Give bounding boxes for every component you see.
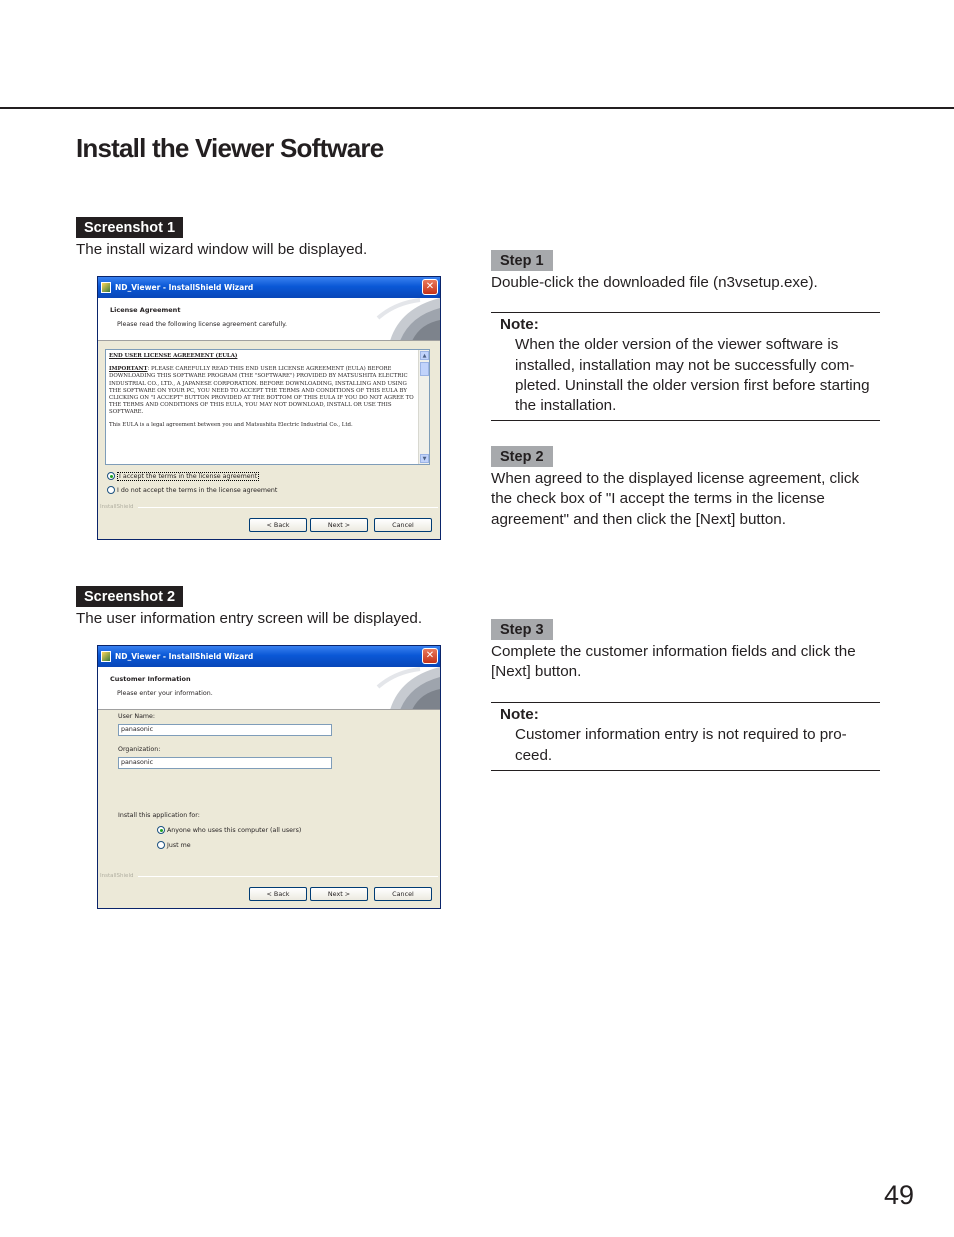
step-1-tag: Step 1: [491, 250, 553, 271]
eula-body-text: : PLEASE CAREFULLY READ THIS END USER LICENSE AGREEMENT (EULA) BEFORE DOWNLOADING THIS SOFTWARE PROGRAM (THE "SOFTWARE") PROVIDED BY MATSUSHITA ELECTRIC INDUSTRIAL CO., LTD., A JAPANESE CORPORATION. BEFORE DOWNLOADING, INSTALLING AND USING THE SOFTWARE ON YOUR PC, YOU NEED TO ACCEPT THE TERMS AND CONDITIONS OF THIS EULA BY CLICKING ON "I ACCEPT" BUTTON PROVIDED AT THE BOTTOM OF THIS EULA IF YOU DO NOT AGREE TO THE TERMS AND CONDITIONS OF THIS EULA, YOU MAY NOT DOWNLOAD, INSTALL OR USE THIS SOFTWARE.: [109, 366, 414, 416]
decline-radio[interactable]: [107, 486, 277, 496]
note-line: pleted. Uninstall the older version first before starting: [515, 376, 870, 394]
note-line: the installation.: [515, 397, 617, 415]
dialog-header-subtitle: Please read the following license agreement carefully.: [117, 321, 287, 328]
wizard-art-icon: [370, 667, 440, 710]
eula-footer: This EULA is a legal agreement between you and Matsushita Electric Industrial Co., Ltd.: [109, 421, 353, 428]
text-line: [Next] button.: [491, 663, 582, 681]
radio-unselected-icon[interactable]: [157, 841, 165, 849]
back-button[interactable]: < Back: [249, 518, 307, 532]
dialog-title: ND_Viewer - InstallShield Wizard: [115, 283, 254, 292]
screenshot-1-caption: The install wizard window will be displayed.: [76, 241, 368, 258]
note-title: Note:: [500, 316, 539, 333]
accept-radio-label: I accept the terms in the license agreement: [119, 473, 258, 480]
text-line: When agreed to the displayed license agreement, click: [491, 470, 860, 487]
dialog-title-bar: [98, 277, 440, 298]
note-line: Customer information entry is not required to pro-: [515, 726, 847, 744]
close-icon[interactable]: ✕: [422, 279, 438, 295]
all-users-radio[interactable]: [157, 826, 301, 836]
page-title: Install the Viewer Software: [76, 133, 384, 163]
dialog-header-title: Customer Information: [110, 675, 191, 683]
decline-radio-label: I do not accept the terms in the license agreement: [117, 487, 278, 494]
text-line: the check box of "I accept the terms in the license: [491, 490, 825, 508]
step-3-tag: Step 3: [491, 619, 553, 640]
radio-selected-icon[interactable]: [107, 472, 115, 480]
eula-body: [109, 366, 415, 416]
license-text-box[interactable]: [105, 349, 430, 465]
dialog-header: [98, 298, 440, 341]
customer-information-dialog: [97, 645, 441, 909]
license-scrollbar[interactable]: [418, 350, 429, 464]
organization-label: Organization:: [118, 746, 161, 753]
wizard-art-icon: [370, 298, 440, 341]
installshield-brand: InstallShield: [100, 504, 134, 510]
note-line: installed, installation may not be successfully com-: [515, 356, 855, 374]
dialog-header-subtitle: Please enter your information.: [117, 690, 213, 697]
step-1-text: Double-click the downloaded file (n3vsetup.exe).: [491, 274, 818, 291]
eula-important: IMPORTANT: [109, 366, 148, 373]
scroll-thumb[interactable]: [420, 362, 429, 376]
user-name-label: User Name:: [118, 713, 156, 720]
step-1-note: [491, 312, 880, 421]
back-button[interactable]: < Back: [249, 887, 307, 901]
note-title: Note:: [500, 706, 539, 723]
dialog-header-title: License Agreement: [110, 306, 181, 314]
just-me-radio[interactable]: [157, 841, 191, 851]
note-line: ceed.: [515, 746, 553, 764]
screenshot-2-caption: The user information entry screen will be displayed.: [76, 610, 423, 627]
organization-input[interactable]: panasonic: [118, 757, 332, 769]
screenshot-2-tag: Screenshot 2: [76, 586, 183, 607]
note-line: When the older version of the viewer software is: [515, 336, 839, 354]
just-me-radio-label: Just me: [167, 842, 191, 849]
installshield-brand: InstallShield: [100, 873, 134, 879]
dialog-separator: [138, 876, 438, 877]
scroll-up-icon[interactable]: ▲: [420, 351, 429, 360]
installer-icon: [101, 282, 111, 293]
page-number: 49: [883, 1180, 914, 1210]
accept-radio[interactable]: [107, 472, 259, 482]
dialog-header: [98, 667, 440, 710]
radio-selected-icon[interactable]: [157, 826, 165, 834]
dialog-title: ND_Viewer - InstallShield Wizard: [115, 652, 254, 661]
radio-unselected-icon[interactable]: [107, 486, 115, 494]
installer-icon: [101, 651, 111, 662]
license-agreement-dialog: [97, 276, 441, 540]
dialog-title-bar: [98, 646, 440, 667]
screenshot-1-tag: Screenshot 1: [76, 217, 183, 238]
eula-heading: END USER LICENSE AGREEMENT (EULA): [109, 353, 238, 359]
cancel-button[interactable]: Cancel: [374, 518, 432, 532]
top-rule: [0, 107, 954, 109]
step-2-text: [491, 469, 859, 530]
step-3-text: [491, 642, 856, 683]
text-line: Complete the customer information fields and click the: [491, 643, 856, 660]
install-for-label: Install this application for:: [118, 812, 200, 819]
all-users-radio-label: Anyone who uses this computer (all users): [167, 827, 302, 834]
cancel-button[interactable]: Cancel: [374, 887, 432, 901]
dialog-separator: [138, 507, 438, 508]
next-button[interactable]: Next >: [310, 887, 368, 901]
scroll-down-icon[interactable]: ▼: [420, 454, 429, 463]
text-line: agreement" and then click the [Next] button.: [491, 510, 786, 528]
note-body: [491, 725, 880, 766]
step-3-note: [491, 702, 880, 771]
close-icon[interactable]: ✕: [422, 648, 438, 664]
user-name-input[interactable]: panasonic: [118, 724, 332, 736]
next-button[interactable]: Next >: [310, 518, 368, 532]
step-2-tag: Step 2: [491, 446, 553, 467]
note-body: [491, 335, 880, 416]
